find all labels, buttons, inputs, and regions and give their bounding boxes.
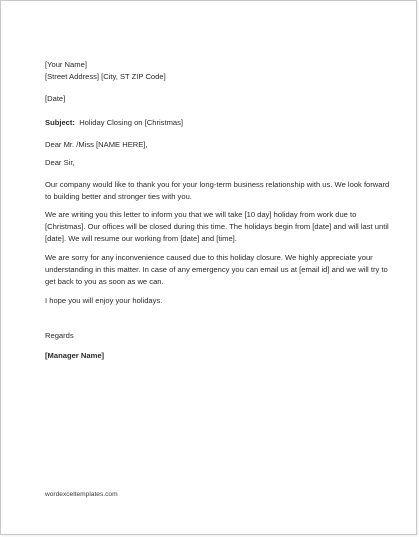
subject-label: Subject:	[45, 118, 75, 127]
closing: Regards	[45, 331, 74, 340]
signature: [Manager Name]	[45, 351, 105, 360]
letter-date: [Date]	[45, 94, 66, 103]
subject-text: Holiday Closing on [Christmas]	[79, 118, 184, 127]
subject-line	[45, 117, 183, 129]
footer-website: wordexceltemplates.com	[45, 491, 118, 498]
paragraph-thanks: Our company would like to thank you for your long-term business relationship with us. We look forward to building better and stronger ties with you.	[45, 180, 390, 201]
sender-name: [Your Name]	[45, 60, 87, 69]
paragraph-apology: We are sorry for any inconvenience caused due to this holiday closure. We highly appreciate your understanding in this matter. In case of any emergency you can email us at [email id] and we will try to get back to you as soon as we can.	[45, 253, 388, 286]
paragraph-closure-info: We are writing you this letter to inform you that we will take [10 day] holiday from work due to [Christmas]. Our offices will be closed during this time. The holidays begin from [date] and will last until [date]. We will resume our working from [date] and [time].	[45, 210, 389, 243]
salutation: Dear Sir,	[45, 158, 75, 167]
sender-address: [Street Address] [City, ST ZIP Code]	[45, 72, 166, 81]
recipient-line: Dear Mr. /Miss [NAME HERE],	[45, 140, 148, 149]
paragraph-wishes: I hope you will enjoy your holidays.	[45, 296, 163, 305]
